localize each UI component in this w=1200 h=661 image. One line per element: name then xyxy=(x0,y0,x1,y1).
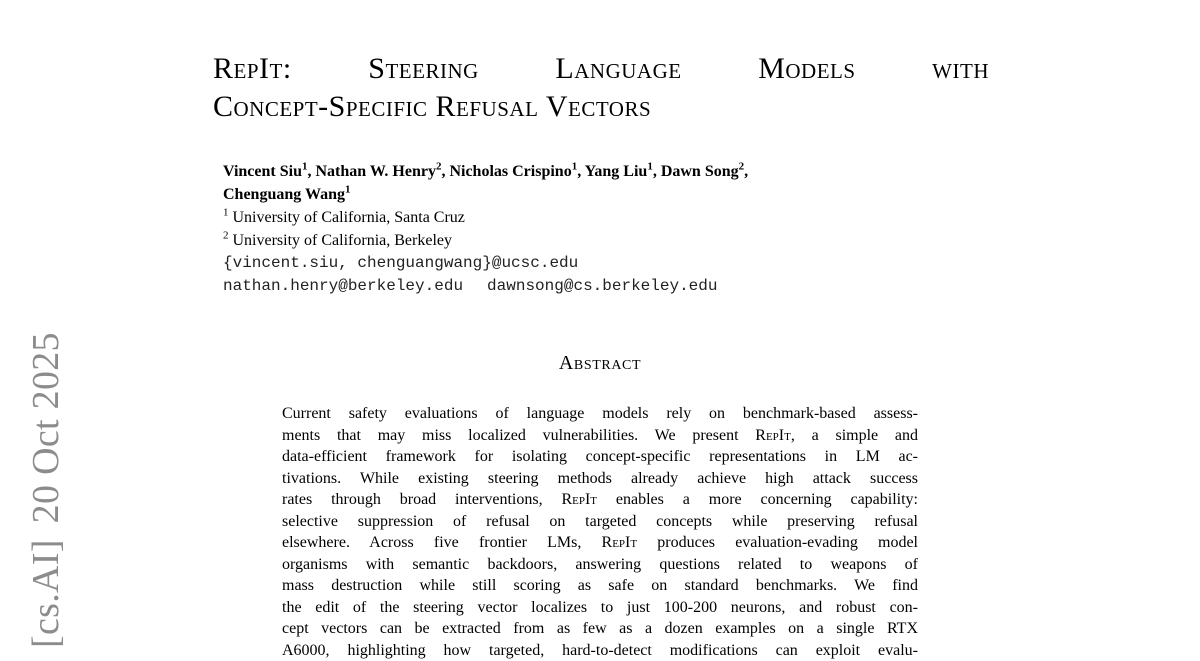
author-name: Nicholas Crispino xyxy=(449,163,571,180)
paper-title xyxy=(213,50,989,126)
abstract-text xyxy=(282,403,918,661)
abstract-line: organisms with semantic backdoors, answering questions related to weapons of xyxy=(282,554,918,576)
system-name: RepIt xyxy=(602,534,638,551)
author-affil-sup: 1 xyxy=(572,161,578,173)
author-name: Yang Liu xyxy=(585,163,648,180)
affiliation-sup: 2 xyxy=(223,230,229,242)
author-name: Nathan W. Henry xyxy=(315,163,435,180)
arxiv-date: 20 Oct 2025 xyxy=(25,332,67,523)
abstract-line: mass destruction while still scoring as safe on standard benchmarks. We find xyxy=(282,575,918,597)
author-affil-sup: 2 xyxy=(436,161,442,173)
abstract-line: selective suppression of refusal on targeted concepts while preserving refusal xyxy=(282,511,918,533)
abstract-line: cept vectors can be extracted from as few as a dozen examples on a single RTX xyxy=(282,618,918,640)
abstract-line: data-efficient framework for isolating concept-specific representations in LM ac- xyxy=(282,446,918,468)
title-word: Models xyxy=(758,50,855,88)
author-names: Vincent Siu$^1$, Nathan W. Henry$^2$, Nicholas Crispino$^1$, Yang Liu$^1$, Dawn Song$^2$, Chenguang Wang$^1$ xyxy=(223,160,923,206)
author-name: Dawn Song xyxy=(661,163,739,180)
abstract-line: A6000, highlighting how targeted, hard-to-detect modifications can exploit evalu- xyxy=(282,640,918,661)
abstract-line: the edit of the steering vector localizes to just 100-200 neurons, and robust con- xyxy=(282,597,918,619)
title-word: RepIt: xyxy=(213,50,292,88)
email-line: {vincent.siu, chenguangwang}@ucsc.edu xyxy=(223,252,923,275)
arxiv-side-stamp xyxy=(22,332,70,648)
abstract-line: ments that may miss localized vulnerabilities. We present RepIt, a simple and xyxy=(282,425,918,447)
arxiv-category: [cs.AI] xyxy=(25,539,67,648)
affiliation xyxy=(223,229,923,252)
author-block xyxy=(223,160,923,298)
email: nathan.henry@berkeley.edu xyxy=(223,277,463,295)
author-affil-sup: 1 xyxy=(302,161,308,173)
author-name: Chenguang Wang xyxy=(223,186,345,203)
abstract-line: elsewhere. Across five frontier LMs, RepIt produces evaluation-evading model xyxy=(282,532,918,554)
affiliation-name: University of California, Santa Cruz xyxy=(233,209,465,226)
abstract-line: Current safety evaluations of language models rely on benchmark-based assess- xyxy=(282,403,918,425)
title-line-1 xyxy=(213,50,989,88)
email-line xyxy=(223,275,923,298)
author-name: Vincent Siu xyxy=(223,163,302,180)
author-affil-sup: 1 xyxy=(345,184,351,196)
abstract-line: rates through broad interventions, RepIt enables a more concerning capability: xyxy=(282,489,918,511)
email: dawnsong@cs.berkeley.edu xyxy=(487,277,717,295)
title-word: Steering xyxy=(368,50,479,88)
affiliation xyxy=(223,206,923,229)
title-word: Language xyxy=(555,50,681,88)
author-affil-sup: 1 xyxy=(647,161,653,173)
abstract-heading: Abstract xyxy=(0,352,1200,375)
affiliation-name: University of California, Berkeley xyxy=(233,232,453,249)
affiliation-sup: 1 xyxy=(223,207,229,219)
author-affil-sup: 2 xyxy=(739,161,745,173)
system-name: RepIt xyxy=(561,491,597,508)
title-line-2: Concept-Specific Refusal Vectors xyxy=(213,88,989,126)
system-name: RepIt xyxy=(755,427,791,444)
title-word: with xyxy=(932,50,989,88)
abstract-line: tivations. While existing steering methods already achieve high attack success xyxy=(282,468,918,490)
